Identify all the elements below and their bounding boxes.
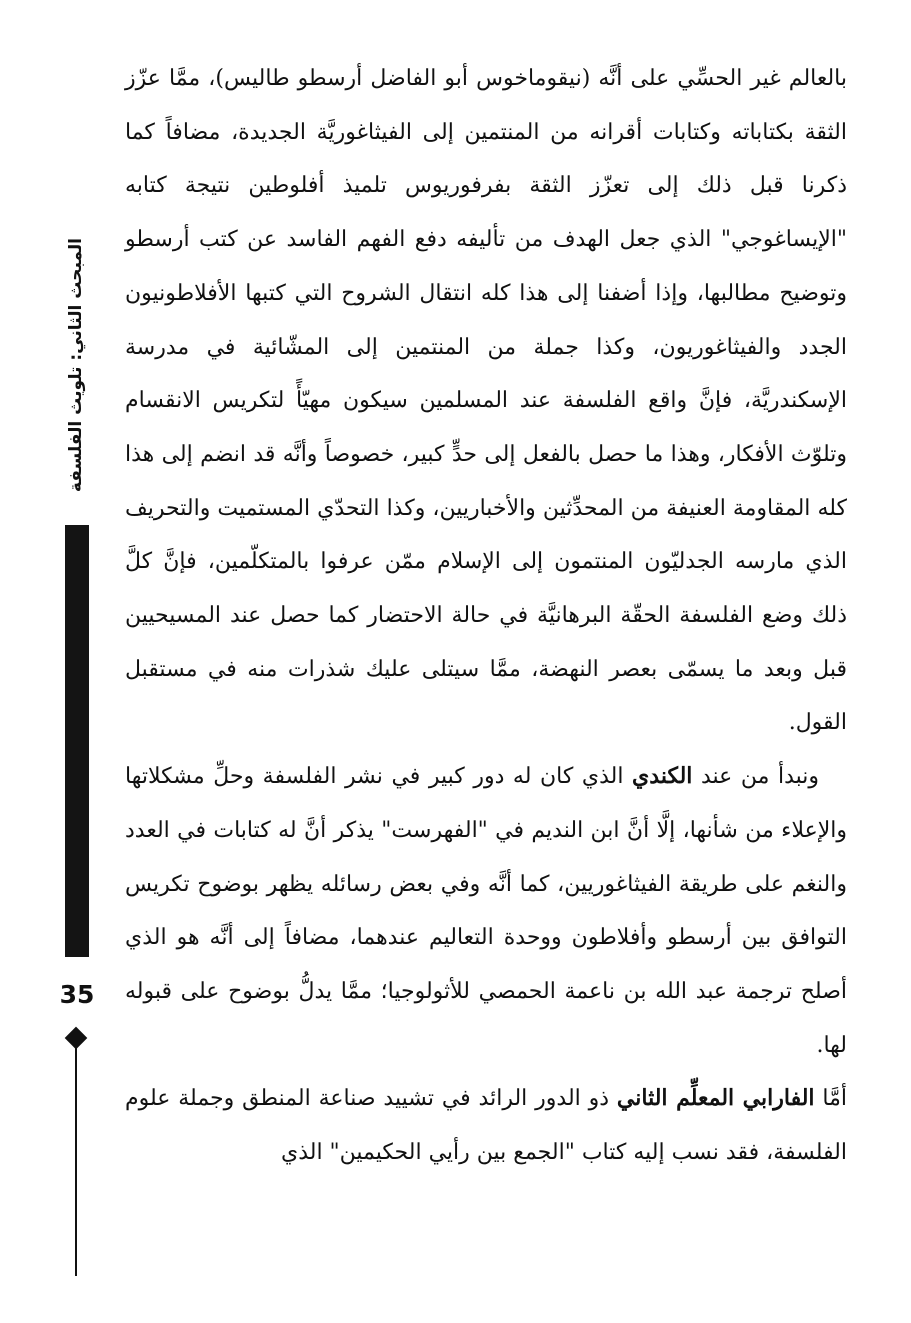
page-number: 35 <box>59 980 95 1009</box>
running-header-text: المبحث الثاني: تلويث الفلسفة <box>66 237 86 493</box>
body-text <box>125 52 847 1180</box>
paragraph-2-bold-name: الكندي <box>632 763 693 790</box>
paragraph-3-lead: أمَّا <box>814 1086 847 1112</box>
paragraph-3-rest: ذو الدور الرائد في تشييد صناعة المنطق وجملة علوم الفلسفة، فقد نسب إليه كتاب "الجمع بين رأيي الحكيمين" الذي <box>125 1086 847 1166</box>
paragraph-3-bold-name: الفارابي المعلِّم الثاني <box>616 1085 815 1112</box>
margin-vertical-rule <box>75 1046 77 1276</box>
paragraph-3 <box>125 1072 847 1179</box>
paragraph-2-lead: ونبدأ من عند <box>692 764 820 790</box>
running-header <box>50 235 102 495</box>
margin-black-bar <box>65 525 89 957</box>
paragraph-1: بالعالم غير الحسِّي على أنَّه (نيقوماخوس أبو الفاضل أرسطو طاليس)، ممَّا عزّز الثقة بكتاباته وكتابات أقرانه من المنتمين إلى الفيثاغوريَّة الجديدة، مضافاً كما ذكرنا قبل ذلك إلى تعزّز الثقة بفرفوريوس تلميذ أفلوطين نتيجة كتابه "الإيساغوجي" الذي جعل الهدف من تأليفه دفع الفهم الفاسد عن كتب أرسطو وتوضيح مطالبها، وإذا أضفنا إلى هذا كله انتقال الشروح التي كتبها الأفلاطونيون الجدد والفيثاغوريون، وكذا جملة من المنتمين إلى المشّائية في مدرسة الإسكندريَّة، فإنَّ واقع الفلسفة عند المسلمين سيكون مهيّأً لتكريس الانقسام وتلوّث الأفكار، وهذا ما حصل بالفعل إلى حدٍّ كبير، خصوصاً وأنَّه قد انضم إلى هذا كله المقاومة العنيفة من المحدِّثين والأخباريين، وكذا التحدّي المستميت والتحريف الذي مارسه الجدليّون المنتمون إلى الإسلام ممّن عرفوا بالمتكلّمين، فإنَّ كلَّ ذلك وضع الفلسفة الحقّة البرهانيَّة في حالة الاحتضار كما حصل عند المسيحيين قبل وبعد ما يسمّى بعصر النهضة، ممَّا سيتلى عليك شذرات منه في مستقبل القول. <box>125 66 848 736</box>
paragraph-2-rest: الذي كان له دور كبير في نشر الفلسفة وحلِّ مشكلاتها والإعلاء من شأنها، إلَّا أنَّ ابن النديم في "الفهرست" يذكر أنَّ له كتابات في العدد والنغم على طريقة الفيثاغوريين، كما أنَّه وفي بعض رسائله يظهر بوضوح تكريس التوافق بين أرسطو وأفلاطون ووحدة التعاليم عندهما، مضافاً إلى أنَّه هو الذي أصلح ترجمة عبد الله بن ناعمة الحمصي للأثولوجيا؛ ممَّا يدلُّ بوضوح على قبوله لها. <box>125 764 847 1058</box>
paragraph-2 <box>125 750 847 1072</box>
